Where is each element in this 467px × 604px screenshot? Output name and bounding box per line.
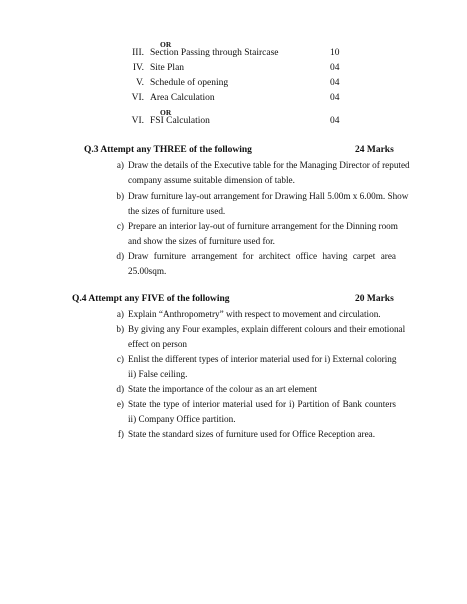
section-title: Schedule of opening <box>150 78 229 88</box>
question-title: Q.4 Attempt any FIVE of the following <box>72 294 230 304</box>
question-marks: 20 Marks <box>355 294 394 304</box>
section-title: Site Plan <box>150 63 185 73</box>
item-text: By giving any Four examples, explain different colours and their emotional <box>128 324 406 334</box>
item-label: c) <box>116 354 124 364</box>
section-marks: 04 <box>330 63 340 73</box>
item-label: d) <box>116 251 124 261</box>
or-label: OR <box>160 108 172 117</box>
item-label: b) <box>116 324 124 334</box>
item-text: Draw the details of the Executive table for the Managing Director of reputed <box>128 160 410 170</box>
item-text: Draw furniture lay-out arrangement for Drawing Hall 5.00m x 6.00m. Show <box>128 191 409 201</box>
item-text: 25.00sqm. <box>128 266 167 276</box>
section-marks: 10 <box>330 48 340 58</box>
item-text: Explain “Anthropometry” with respect to movement and circulation. <box>128 309 381 319</box>
item-label: d) <box>116 384 124 394</box>
section-number: III. <box>132 48 144 58</box>
section-number: VI. <box>131 93 144 103</box>
question-marks: 24 Marks <box>355 145 394 155</box>
or-label: OR <box>160 40 172 49</box>
item-label: b) <box>116 191 124 201</box>
item-text: the sizes of furniture used. <box>128 206 226 216</box>
item-text: State the importance of the colour as an art element <box>128 384 318 394</box>
section-number: V. <box>135 78 144 88</box>
item-text: State the type of interior material used for i) Partition of Bank counters <box>128 399 396 409</box>
item-text: company assume suitable dimension of table. <box>128 175 295 185</box>
item-text: State the standard sizes of furniture used for Office Reception area. <box>128 429 376 439</box>
section-title: Section Passing through Staircase <box>150 48 279 58</box>
section-marks: 04 <box>330 93 340 103</box>
item-label: e) <box>116 399 124 409</box>
question-title: Q.3 Attempt any THREE of the following <box>84 145 252 155</box>
section-title: FSI Calculation <box>150 116 210 126</box>
section-marks: 04 <box>330 78 340 88</box>
item-text: Enlist the different types of interior material used for i) External coloring <box>128 354 397 364</box>
item-text: Draw furniture arrangement for architect office having carpet area <box>128 251 396 261</box>
item-text: ii) Company Office partition. <box>128 414 236 424</box>
section-marks: 04 <box>330 116 340 126</box>
item-label: a) <box>116 160 124 170</box>
section-number: VI. <box>131 116 144 126</box>
item-text: effect on person <box>128 339 188 349</box>
item-text: ii) False ceiling. <box>128 369 188 379</box>
item-label: a) <box>116 309 124 319</box>
item-text: Prepare an interior lay-out of furniture arrangement for the Dinning room <box>128 221 398 231</box>
item-label: f) <box>117 429 124 439</box>
item-label: c) <box>116 221 124 231</box>
item-text: and show the sizes of furniture used for. <box>128 236 275 246</box>
section-number: IV. <box>132 63 144 73</box>
section-title: Area Calculation <box>150 93 215 103</box>
